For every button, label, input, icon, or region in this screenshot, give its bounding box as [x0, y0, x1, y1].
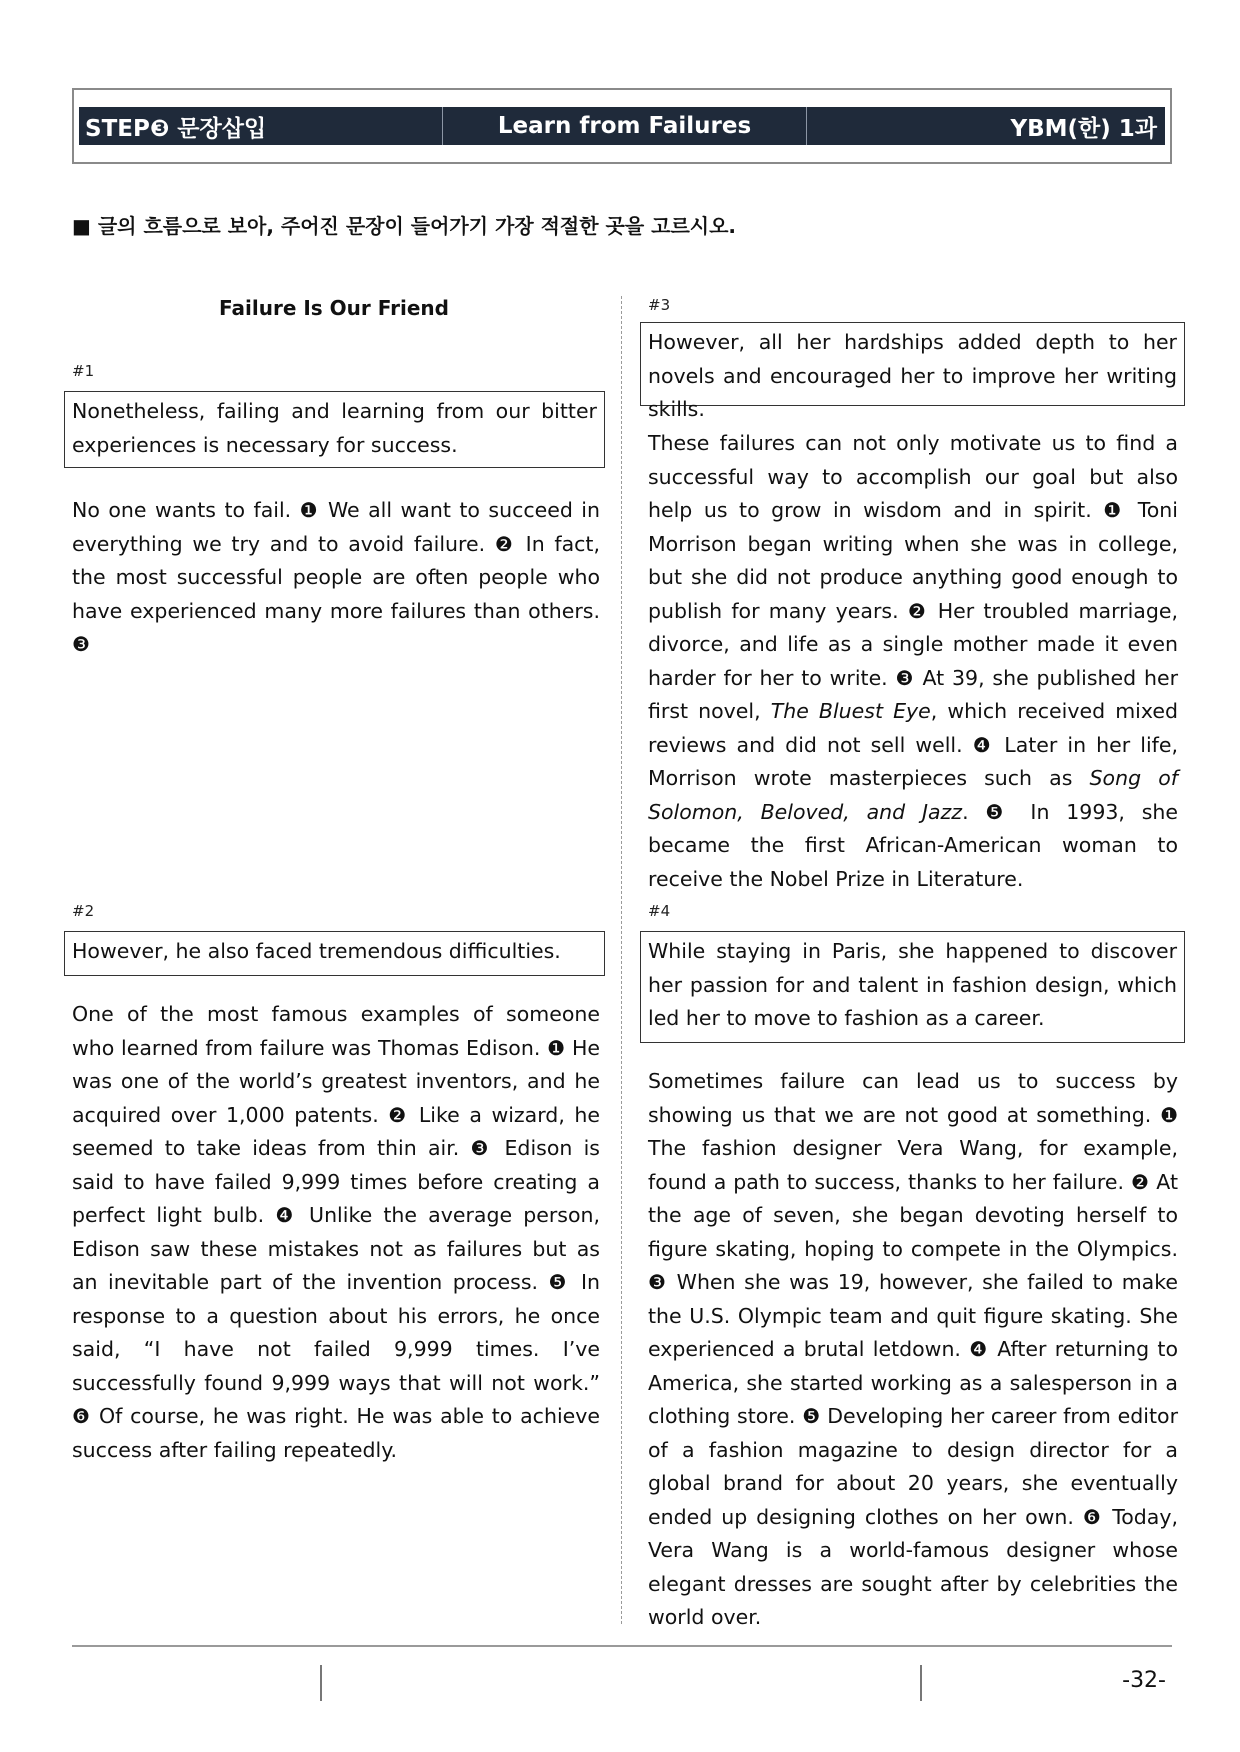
given-sentence-1: Nonetheless, failing and learning from our bitter experiences is necessary for success.	[64, 391, 605, 468]
blank-marker: ❷	[907, 598, 929, 623]
passage-3	[648, 427, 1178, 896]
question-number-1: #1	[72, 362, 95, 380]
blank-marker: ❶	[299, 498, 320, 522]
passage-text: At the age of seven, she began devoting herself to figure skating, hoping to compete in the Olympics.	[648, 1169, 1178, 1261]
blank-marker: ❹	[972, 732, 995, 757]
publisher-label: YBM(한) 1과	[1010, 115, 1157, 142]
blank-marker: ❸	[648, 1270, 669, 1294]
passage-text: Toni Morrison began writing when she was in college, but she did not produce anything good enough to publish for many years.	[648, 498, 1178, 623]
passage-text: Like a wizard, he seemed to take ideas from thin air.	[72, 1102, 601, 1160]
header-banner	[72, 88, 1172, 164]
passage-text: The fashion designer Vera Wang, for example, found a path to success, thanks to her failure.	[648, 1136, 1178, 1194]
blank-marker: ❸	[470, 1136, 494, 1160]
footer-rule	[72, 1645, 1172, 1647]
instruction-text: ■ 글의 흐름으로 보아, 주어진 문장이 들어가기 가장 적절한 곳을 고르시오.	[72, 214, 737, 238]
given-sentence-2: However, he also faced tremendous difficulties.	[64, 931, 605, 976]
blank-marker: ❺	[802, 1404, 821, 1428]
passage-text: Developing her career from editor of a fashion magazine to design director for a global brand for about 20 years, she eventually ended up designing clothes on her own.	[648, 1404, 1179, 1529]
passage-text: These failures can not only motivate us to find a successful way to accomplish our goal but also help us to grow in wisdom and in spirit.	[648, 431, 1178, 522]
passage-text: In response to a question about his errors, he once said, “I have not failed 9,999 times. I’ve successfully found 9,999 ways that will not work.”	[72, 1270, 600, 1395]
passage-text: Of course, he was right. He was able to achieve success after failing repeatedly.	[72, 1404, 600, 1462]
blank-marker: ❻	[1082, 1504, 1104, 1529]
column-divider	[621, 296, 622, 1624]
question-number-2: #2	[72, 902, 95, 920]
passage-text: In fact, the most successful people are often people who have experienced many more failures than others.	[72, 531, 600, 623]
blank-marker: ❺	[985, 799, 1014, 824]
blank-marker: ❷	[494, 531, 516, 556]
blank-marker: ❶	[1103, 498, 1127, 522]
lesson-title: Learn from Failures	[443, 107, 807, 145]
page-number: -32-	[1122, 1668, 1166, 1693]
footer-separator-left	[320, 1665, 322, 1701]
passage-text: Sometimes failure can lead us to success by showing us that we are not good at something.	[648, 1069, 1178, 1127]
blank-marker: ❺	[548, 1270, 571, 1294]
header-bar	[79, 107, 1165, 145]
blank-marker: ❹	[275, 1203, 298, 1227]
given-sentence-3: However, all her hardships added depth to her novels and encouraged her to improve her writing skills.	[640, 322, 1185, 406]
blank-marker: ❶	[547, 1035, 566, 1060]
passage-title: Failure Is Our Friend	[219, 296, 449, 320]
blank-marker: ❷	[388, 1102, 410, 1127]
passage-text: Her troubled marriage, divorce, and life as a single mother made it even harder for her to write.	[648, 598, 1178, 690]
passage-text: Unlike the average person, Edison saw these mistakes not as failures but as an inevitable part of the invention process.	[72, 1203, 601, 1294]
passage-text: One of the most famous examples of someone who learned from failure was Thomas Edison.	[72, 1002, 600, 1060]
blank-marker: ❸	[72, 632, 90, 656]
passage-1	[72, 494, 600, 662]
book-title: The Bluest Eye	[770, 699, 931, 723]
passage-text: Edison is said to have failed 9,999 times before creating a perfect light bulb.	[72, 1136, 600, 1227]
passage-text: .	[962, 799, 986, 824]
passage-text: , which received mixed reviews and did not sell well.	[648, 699, 1178, 757]
passage-text: After returning to America, she started working as a salesperson in a clothing store.	[648, 1337, 1178, 1428]
passage-text: Later in her life, Morrison wrote masterpieces such as	[648, 732, 1178, 790]
step-label: STEP❸ 문장삽입	[79, 107, 443, 145]
footer-separator-right	[920, 1665, 922, 1701]
question-number-3: #3	[648, 296, 671, 314]
passage-text: No one wants to fail.	[72, 498, 300, 522]
passage-2	[72, 998, 600, 1467]
question-number-4: #4	[648, 902, 671, 920]
blank-marker: ❷	[1130, 1169, 1150, 1194]
passage-text: In 1993, she became the first African-American woman to receive the Nobel Prize in Literature.	[648, 799, 1178, 891]
passage-text: At 39, she published her first novel,	[648, 665, 1179, 723]
blank-marker: ❸	[895, 665, 915, 690]
blank-marker: ❻	[72, 1404, 92, 1428]
passage-text: When she was 19, however, she failed to make the U.S. Olympic team and quit figure skating. She experienced a brutal letdown.	[648, 1270, 1178, 1361]
book-title: Song of Solomon, Beloved, and Jazz	[648, 766, 1178, 824]
blank-marker: ❶	[1160, 1102, 1178, 1127]
blank-marker: ❹	[969, 1337, 989, 1361]
passage-text: He was one of the world’s greatest inventors, and he acquired over 1,000 patents.	[72, 1035, 601, 1127]
passage-text: We all want to succeed in everything we try and to avoid failure.	[72, 498, 600, 556]
passage-text: Today, Vera Wang is a world-famous designer whose elegant dresses are sought after by celebrities the world over.	[648, 1504, 1178, 1629]
passage-4	[648, 1065, 1178, 1635]
given-sentence-4: While staying in Paris, she happened to discover her passion for and talent in fashion design, which led her to move to fashion as a career.	[640, 931, 1185, 1043]
